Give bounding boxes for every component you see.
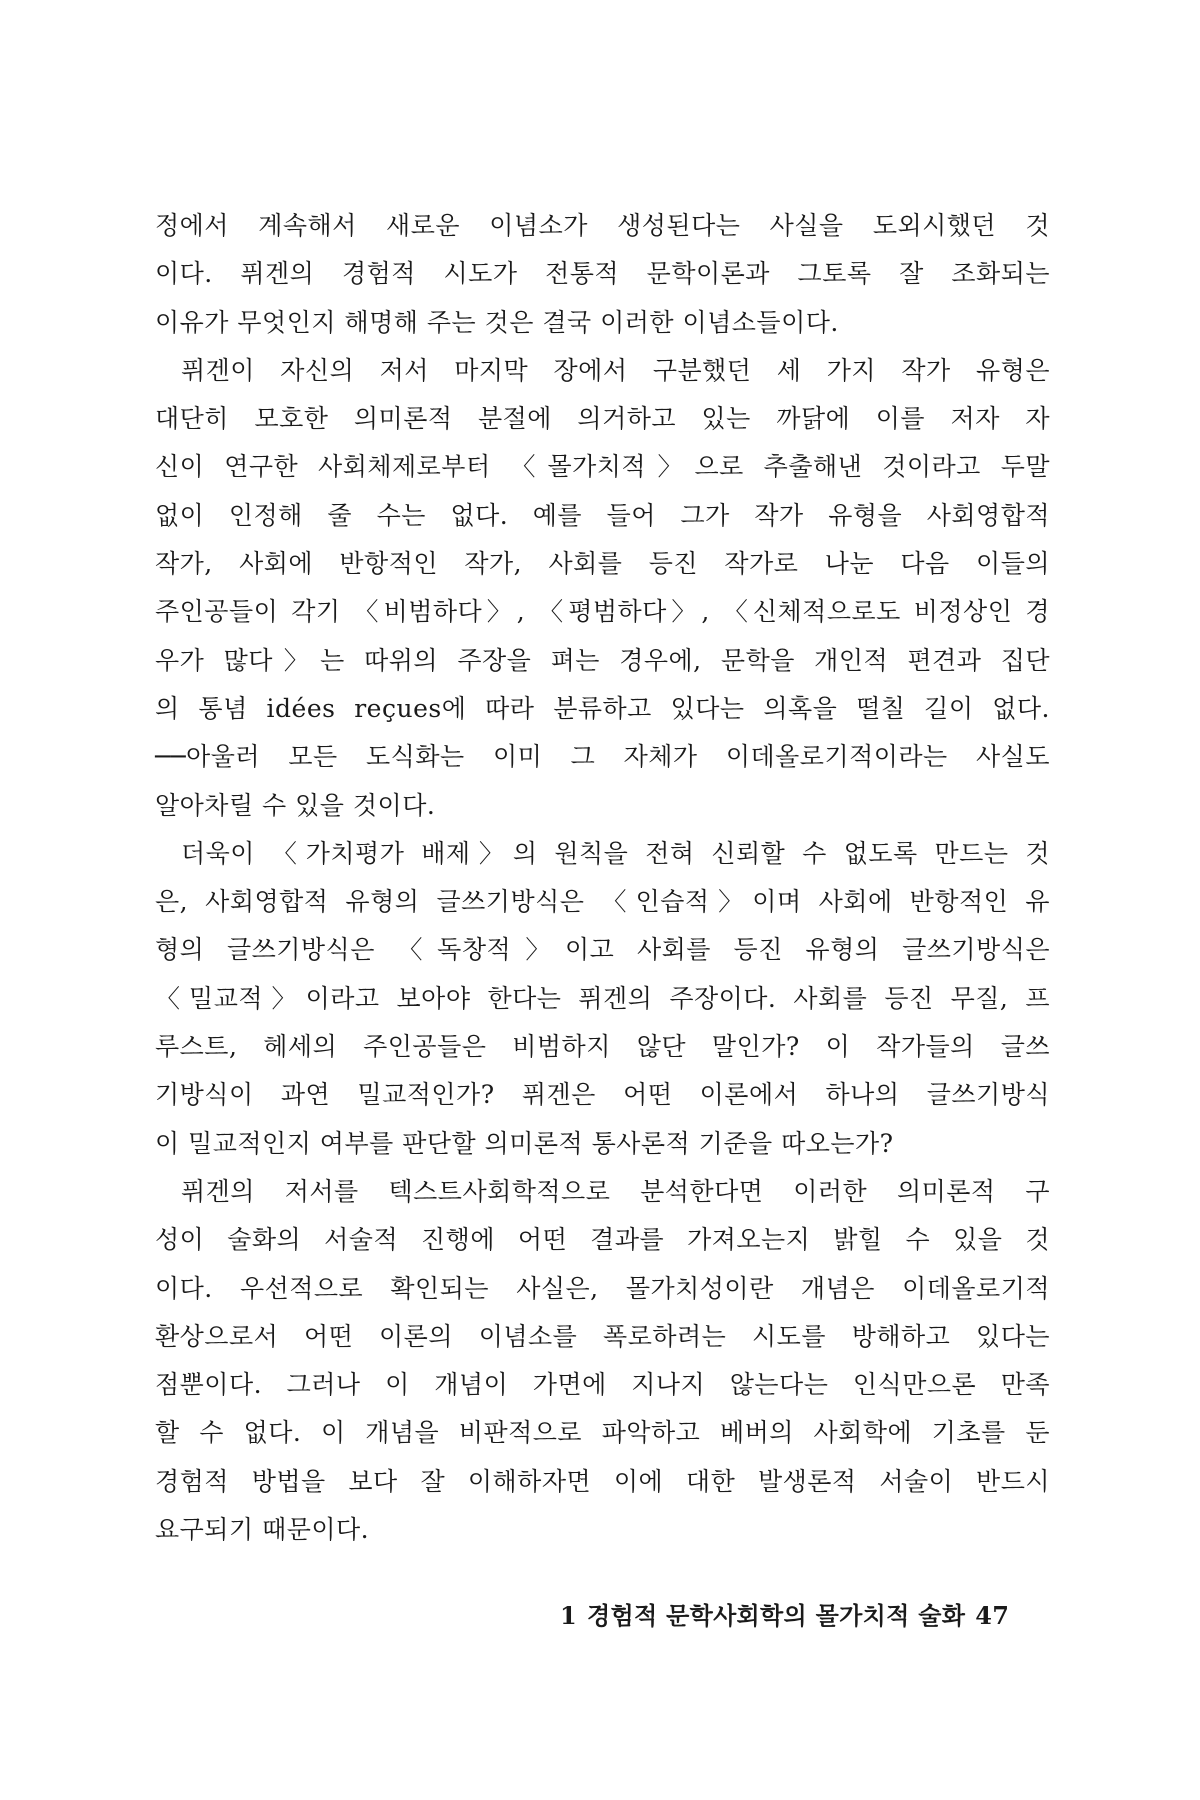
text-line: 이다. 우선적으로 확인되는 사실은, 몰가치성이란 개념은 이데올로기적 bbox=[155, 1273, 1050, 1303]
text-line: 작가, 사회에 반항적인 작가, 사회를 등진 작가로 나눈 다음 이들의 bbox=[155, 549, 1050, 579]
text-line: 신이 연구한 사회체제로부터 〈몰가치적〉으로 추출해낸 것이라고 두말 bbox=[155, 452, 1050, 482]
text-line: 환상으로서 어떤 이론의 이념소를 폭로하려는 시도를 방해하고 있다는 bbox=[155, 1321, 1050, 1351]
running-footer bbox=[560, 1598, 1016, 1634]
paragraph bbox=[155, 347, 1050, 830]
text-line: 퓌겐이 자신의 저서 마지막 장에서 구분했던 세 가지 작가 유형은 bbox=[181, 355, 1050, 385]
text-line: 성이 술화의 서술적 진행에 어떤 결과를 가져오는지 밝힐 수 있을 것 bbox=[155, 1225, 1050, 1255]
text-line: 형의 글쓰기방식은 〈독창적〉이고 사회를 등진 유형의 글쓰기방식은 bbox=[155, 935, 1050, 965]
text-line: 이유가 무엇인지 해명해 주는 것은 결국 이러한 이념소들이다. bbox=[155, 307, 839, 337]
text-line: 의 통념 idées reçues에 따라 분류하고 있다는 의혹을 떨칠 길이 없다. bbox=[155, 693, 1050, 723]
text-line: 할 수 없다. 이 개념을 비판적으로 파악하고 베버의 사회학에 기초를 둔 bbox=[155, 1418, 1050, 1448]
text-line: ──아울러 모든 도식화는 이미 그 자체가 이데올로기적이라는 사실도 bbox=[155, 742, 1050, 772]
text-line: 경험적 방법을 보다 잘 이해하자면 이에 대한 발생론적 서술이 반드시 bbox=[155, 1466, 1050, 1496]
chapter-title: 경험적 문학사회학의 몰가치적 술화 bbox=[587, 1601, 966, 1630]
text-line: 기방식이 과연 밀교적인가? 퓌겐은 어떤 이론에서 하나의 글쓰기방식 bbox=[155, 1080, 1050, 1110]
text-line: 더욱이 〈가치평가 배제〉의 원칙을 전혀 신뢰할 수 없도록 만드는 것 bbox=[181, 838, 1050, 868]
text-line: 요구되기 때문이다. bbox=[155, 1515, 370, 1545]
paragraph bbox=[155, 202, 1050, 347]
text-line: 퓌겐의 저서를 텍스트사회학적으로 분석한다면 이러한 의미론적 구 bbox=[181, 1176, 1050, 1206]
text-line: 우가 많다〉는 따위의 주장을 펴는 경우에, 문학을 개인적 편견과 집단 bbox=[155, 645, 1050, 675]
body-text bbox=[155, 202, 1050, 1554]
paragraph bbox=[155, 830, 1050, 1168]
text-line: 주인공들이 각기 〈비범하다〉, 〈평범하다〉, 〈신체적으로도 비정상인 경 bbox=[155, 597, 1050, 627]
paragraph bbox=[155, 1168, 1050, 1554]
text-line: 이 밀교적인지 여부를 판단할 의미론적 통사론적 기준을 따오는가? bbox=[155, 1128, 894, 1158]
text-line: 〈밀교적〉이라고 보아야 한다는 퓌겐의 주장이다. 사회를 등진 무질, 프 bbox=[155, 983, 1050, 1013]
text-line: 대단히 모호한 의미론적 분절에 의거하고 있는 까닭에 이를 저자 자 bbox=[155, 404, 1050, 434]
text-line: 은, 사회영합적 유형의 글쓰기방식은 〈인습적〉이며 사회에 반항적인 유 bbox=[155, 887, 1050, 917]
text-line: 없이 인정해 줄 수는 없다. 예를 들어 그가 작가 유형을 사회영합적 bbox=[155, 500, 1050, 530]
page-number: 47 bbox=[975, 1601, 1010, 1630]
text-line: 점뿐이다. 그러나 이 개념이 가면에 지나지 않는다는 인식만으론 만족 bbox=[155, 1370, 1050, 1400]
text-line: 알아차릴 수 있을 것이다. bbox=[155, 790, 436, 820]
text-line: 루스트, 헤세의 주인공들은 비범하지 않단 말인가? 이 작가들의 글쓰 bbox=[155, 1032, 1050, 1062]
text-line: 정에서 계속해서 새로운 이념소가 생성된다는 사실을 도외시했던 것 bbox=[155, 211, 1050, 240]
text-line: 이다. 퓌겐의 경험적 시도가 전통적 문학이론과 그토록 잘 조화되는 bbox=[155, 259, 1050, 289]
chapter-number: 1 bbox=[560, 1601, 577, 1630]
